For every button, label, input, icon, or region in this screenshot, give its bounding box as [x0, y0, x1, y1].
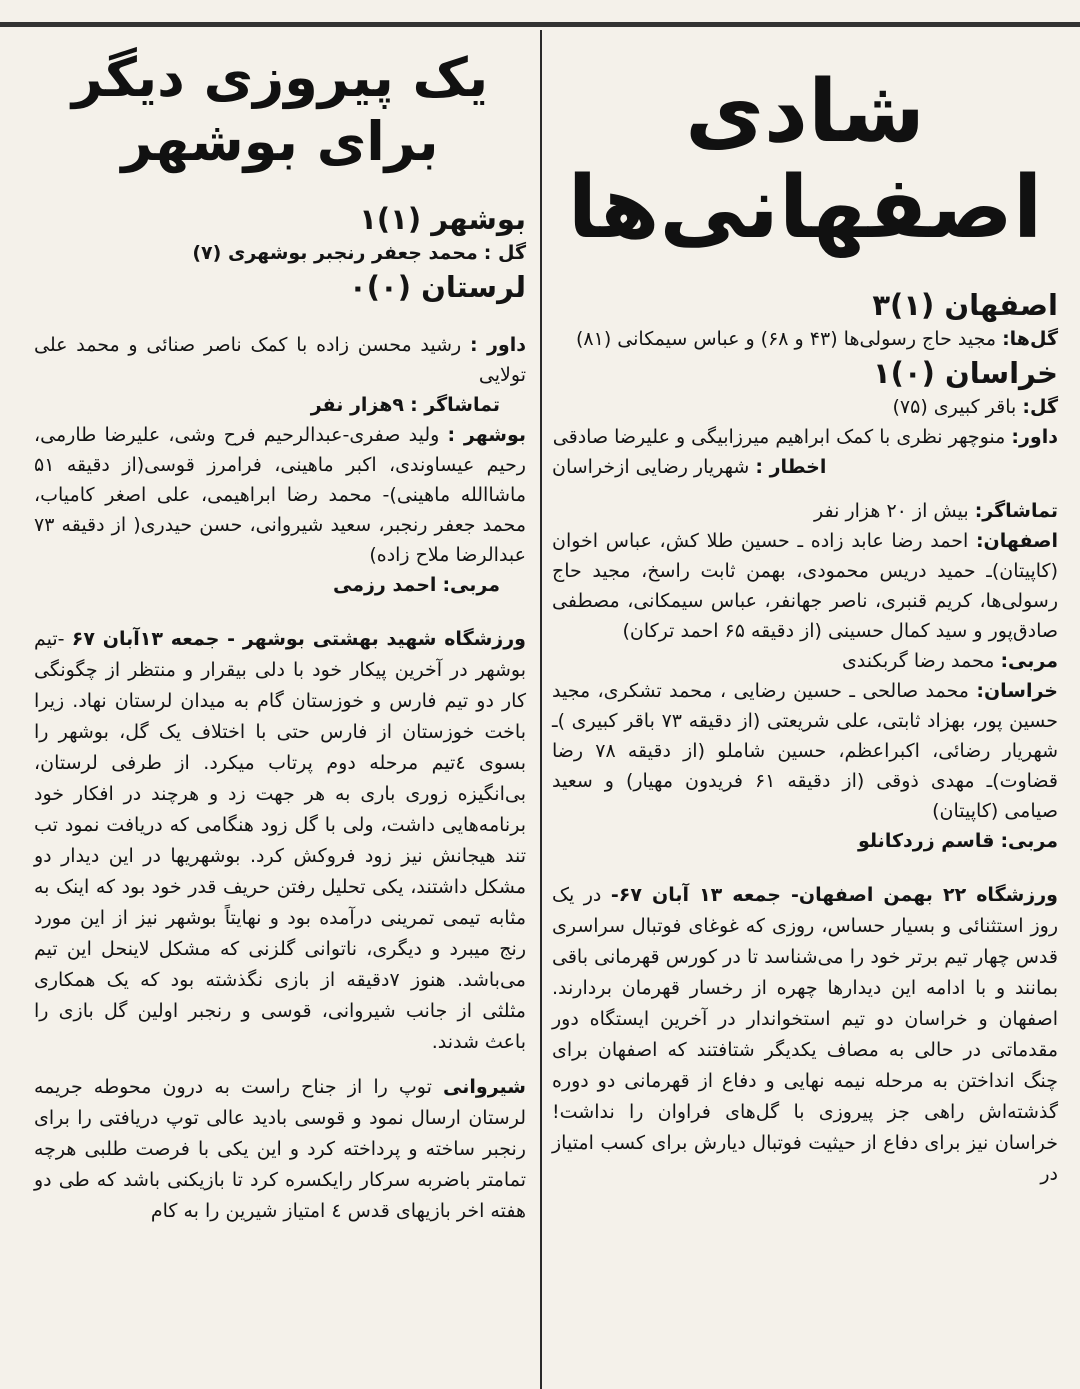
spectators-label: تماشاگر : — [410, 394, 500, 416]
headline-line-1: شادی — [685, 62, 925, 162]
warning-text: شهریار رضایی ازخراسان — [552, 456, 750, 478]
spacer — [34, 1058, 526, 1072]
spacer — [34, 306, 526, 330]
spectators-label: تماشاگر: — [974, 500, 1058, 522]
body-text: در یک روز استثنائی و بسیار حساس، روزی که غوغای فوتبال سراسری قدس چهار تیم برتر خود را می‌شناسد تا در کورس قهرمانی باقی بمانند و با ادامه این دیدارها چهره از رخسار قهرمان بردارند. اصفهان و خراسان دو تیم استخواندار در آخرین ایستگاه دور مقدماتی در حالی به مصاف یکدیگر شتافتند که اصفهان برای چنگ انداختن به مرحله نیمه نهایی و دفاع از قهرمانی دو دوره گذشته‌اش راهی جز پیروزی با گل‌های فراوان را نداشت! خراسان نیز برای دفاع از حیثیت فوتبال دیارش برای کسب امتیاز در — [552, 884, 1058, 1185]
coach-isfahan — [552, 646, 1058, 676]
spectators-text: بیش از ۲۰ هزار نفر — [814, 500, 969, 522]
referee-line — [552, 422, 1058, 452]
article-body-isfahan — [552, 880, 1058, 1190]
referee-text: رشید محسن زاده با کمک ناصر صنائی و محمد علی تولایی — [34, 334, 526, 386]
goals-text: مجید حاج رسولی‌ها (۴۳ و ۶۸) و عباس سیمکانی (۸۱) — [575, 328, 997, 350]
coach-text: محمد رضا گربکندی — [841, 650, 995, 672]
referee-label: داور: — [1011, 426, 1058, 448]
headline-line-2: برای بوشهر — [121, 110, 439, 173]
spectators-text: ۹هزار نفر — [310, 394, 405, 416]
team-score-isfahan: اصفهان (۱)۳ — [872, 288, 1058, 322]
lineup-text: ولید صفری-عبدالرحیم فرح وشی، علیرضا طارمی، رحیم عیساوندی، اکبر ماهینی، فرامرز قوسی(از دقیقه ۵۱ ماشاالله ماهینی)- محمد رضا ابراهیمی، علی اصغر کامیاب، محمد جعفر رنجبر، سعید شیروانی، حسن حیدری( از دقیقه ۷۳ عبدالرضا ملاح زاده) — [34, 424, 526, 566]
dateline: ورزشگاه ۲۲ بهمن اصفهان- جمعه ۱۳ آبان ۶۷- — [610, 884, 1058, 906]
lineup-label: اصفهان: — [975, 530, 1058, 552]
spacer — [34, 600, 526, 624]
lineup-label: خراسان: — [976, 680, 1059, 702]
body-text: توپ را از جناح راست به درون محوطه جریمه لرستان ارسال نمود و قوسی بادید عالی توپ دریافتی را برای رنجبر ساخته و پرداخته کرد و این یکی با فرصت طلبی هرچه تمامتر باضربه سرکار رایکسره کرد تا بازیکنی باشد که طی دو هفته اخر بازیهای قدس ٤ امتیاز شیرین را به کام — [34, 1076, 526, 1222]
goals-label: گل‌ها: — [1002, 328, 1058, 350]
headline-line-2: اصفهانی‌ها — [567, 158, 1043, 258]
goals-bushehr — [34, 238, 526, 268]
body-lead-name: شیروانی — [443, 1076, 526, 1098]
dateline: ورزشگاه شهید بهشتی بوشهر - جمعه ۱۳آبان ۶۷ — [71, 628, 526, 650]
team-score-bushehr: بوشهر (۱)۱ — [359, 202, 526, 236]
lineup-khorasan — [552, 676, 1058, 826]
referee-line — [34, 330, 526, 390]
goals-label: گل : — [483, 242, 526, 264]
lineup-text: محمد صالحی ـ حسین رضایی ، محمد تشکری، مجید حسین پور، بهزاد ثابتی، علی شریعتی (از دقیقه ۷۳ باقر کبیری )ـ شهریار رضائی، اکبراعظم، حسین شاملو (از دقیقه ۷۸ رضا قضاوت)ـ مهدی ذوقی (از دقیقه ۶۱ فریدون مهیار) و سعید صیامی (کاپیتان) — [552, 680, 1059, 822]
goals-isfahan — [552, 324, 1058, 354]
lineup-text: احمد رضا عابد زاده ـ حسین طلا کش، عباس اخوان (کاپیتان)ـ حمید دریس محمودی، بهمن ثابت راسخ، مجید حاج رسولی‌ها، کریم قنبری، ناصر جهانفر، عباس سیمکانی، مصطفی صادق‌پور و سید کمال حسینی (از دقیقه ۶۵ احمد ترکان) — [552, 530, 1058, 642]
coach-label: مربی: — [1000, 830, 1058, 852]
coach-khorasan — [552, 826, 1058, 856]
article-body-bushehr-2 — [34, 1072, 526, 1227]
goals-label: گل: — [1022, 396, 1058, 418]
referee-label: داور : — [470, 334, 526, 356]
goals-text: باقر کبیری (۷۵) — [892, 396, 1017, 418]
lineup-label: بوشهر : — [447, 424, 526, 446]
headline-bushehr — [34, 46, 526, 174]
article-bushehr — [28, 34, 534, 1389]
headline-isfahan — [552, 64, 1058, 256]
spectators-line — [552, 496, 1058, 526]
coach-text: احمد رزمی — [333, 574, 437, 596]
spectators-line — [34, 390, 526, 420]
page-top-rule — [0, 22, 1080, 27]
warning-line — [552, 452, 1058, 482]
warning-label: اخطار : — [755, 456, 827, 478]
spacer — [552, 482, 1058, 496]
goals-text: محمد جعفر رنجبر بوشهری (۷) — [192, 242, 478, 264]
coach-label: مربی: — [442, 574, 500, 596]
team-score-lorestan: لرستان (۰)۰ — [349, 270, 526, 304]
headline-line-1: یک پیروزی دیگر — [71, 46, 489, 109]
team-score-khorasan: خراسان (۰)۱ — [872, 356, 1058, 390]
coach-label: مربی: — [1000, 650, 1058, 672]
article-isfahan — [548, 34, 1068, 1389]
spacer — [552, 856, 1058, 880]
coach-text: قاسم زردکانلو — [858, 830, 995, 852]
coach-bushehr — [34, 570, 526, 600]
article-body-bushehr — [34, 624, 526, 1058]
body-text: -تیم بوشهر در آخرین پیکار خود با دلی بیقرار و منتظر از چگونگی کار دو تیم فارس و خوزستان گام به میدان لرستان نهاد. زیرا باخت خوزستان از فارس حتی با اختلاف یک گل، بوشهر را بسوی ٤تیم مرحله دوم پرتاب میکرد. از طرفی لرستان، بی‌انگیزه زوری باری به هر جهت زد و هرچند در افکار خود برنامه‌هایی داشت، ولی با گل زود هنگامی که دریافت نمود تب تند هیجانش نیز زود فروکش کرد. بوشهریها در این دیدار دو مشکل داشتند، یکی تحلیل رفتن حریف قدر خود بود که اینک به مثابه تیمی تمرینی درآمده بود و نهایتاً بوشهر نیز از این مورد رنج میبرد و دیگری، ناتوانی گلزنی که مشکل لاینحل این تیم می‌باشد. هنوز ۷دقیقه از بازی نگذشته بود که یک همکاری مثلثی از جانب شیروانی، قوسی و رنجبر اولین گل بازی را باعث شدند. — [34, 628, 526, 1053]
column-divider — [540, 30, 542, 1389]
referee-text: منوچهر نظری با کمک ابراهیم میرزابیگی و علیرضا صادقی — [552, 426, 1006, 448]
lineup-isfahan — [552, 526, 1058, 646]
goals-khorasan — [552, 392, 1058, 422]
lineup-bushehr — [34, 420, 526, 570]
